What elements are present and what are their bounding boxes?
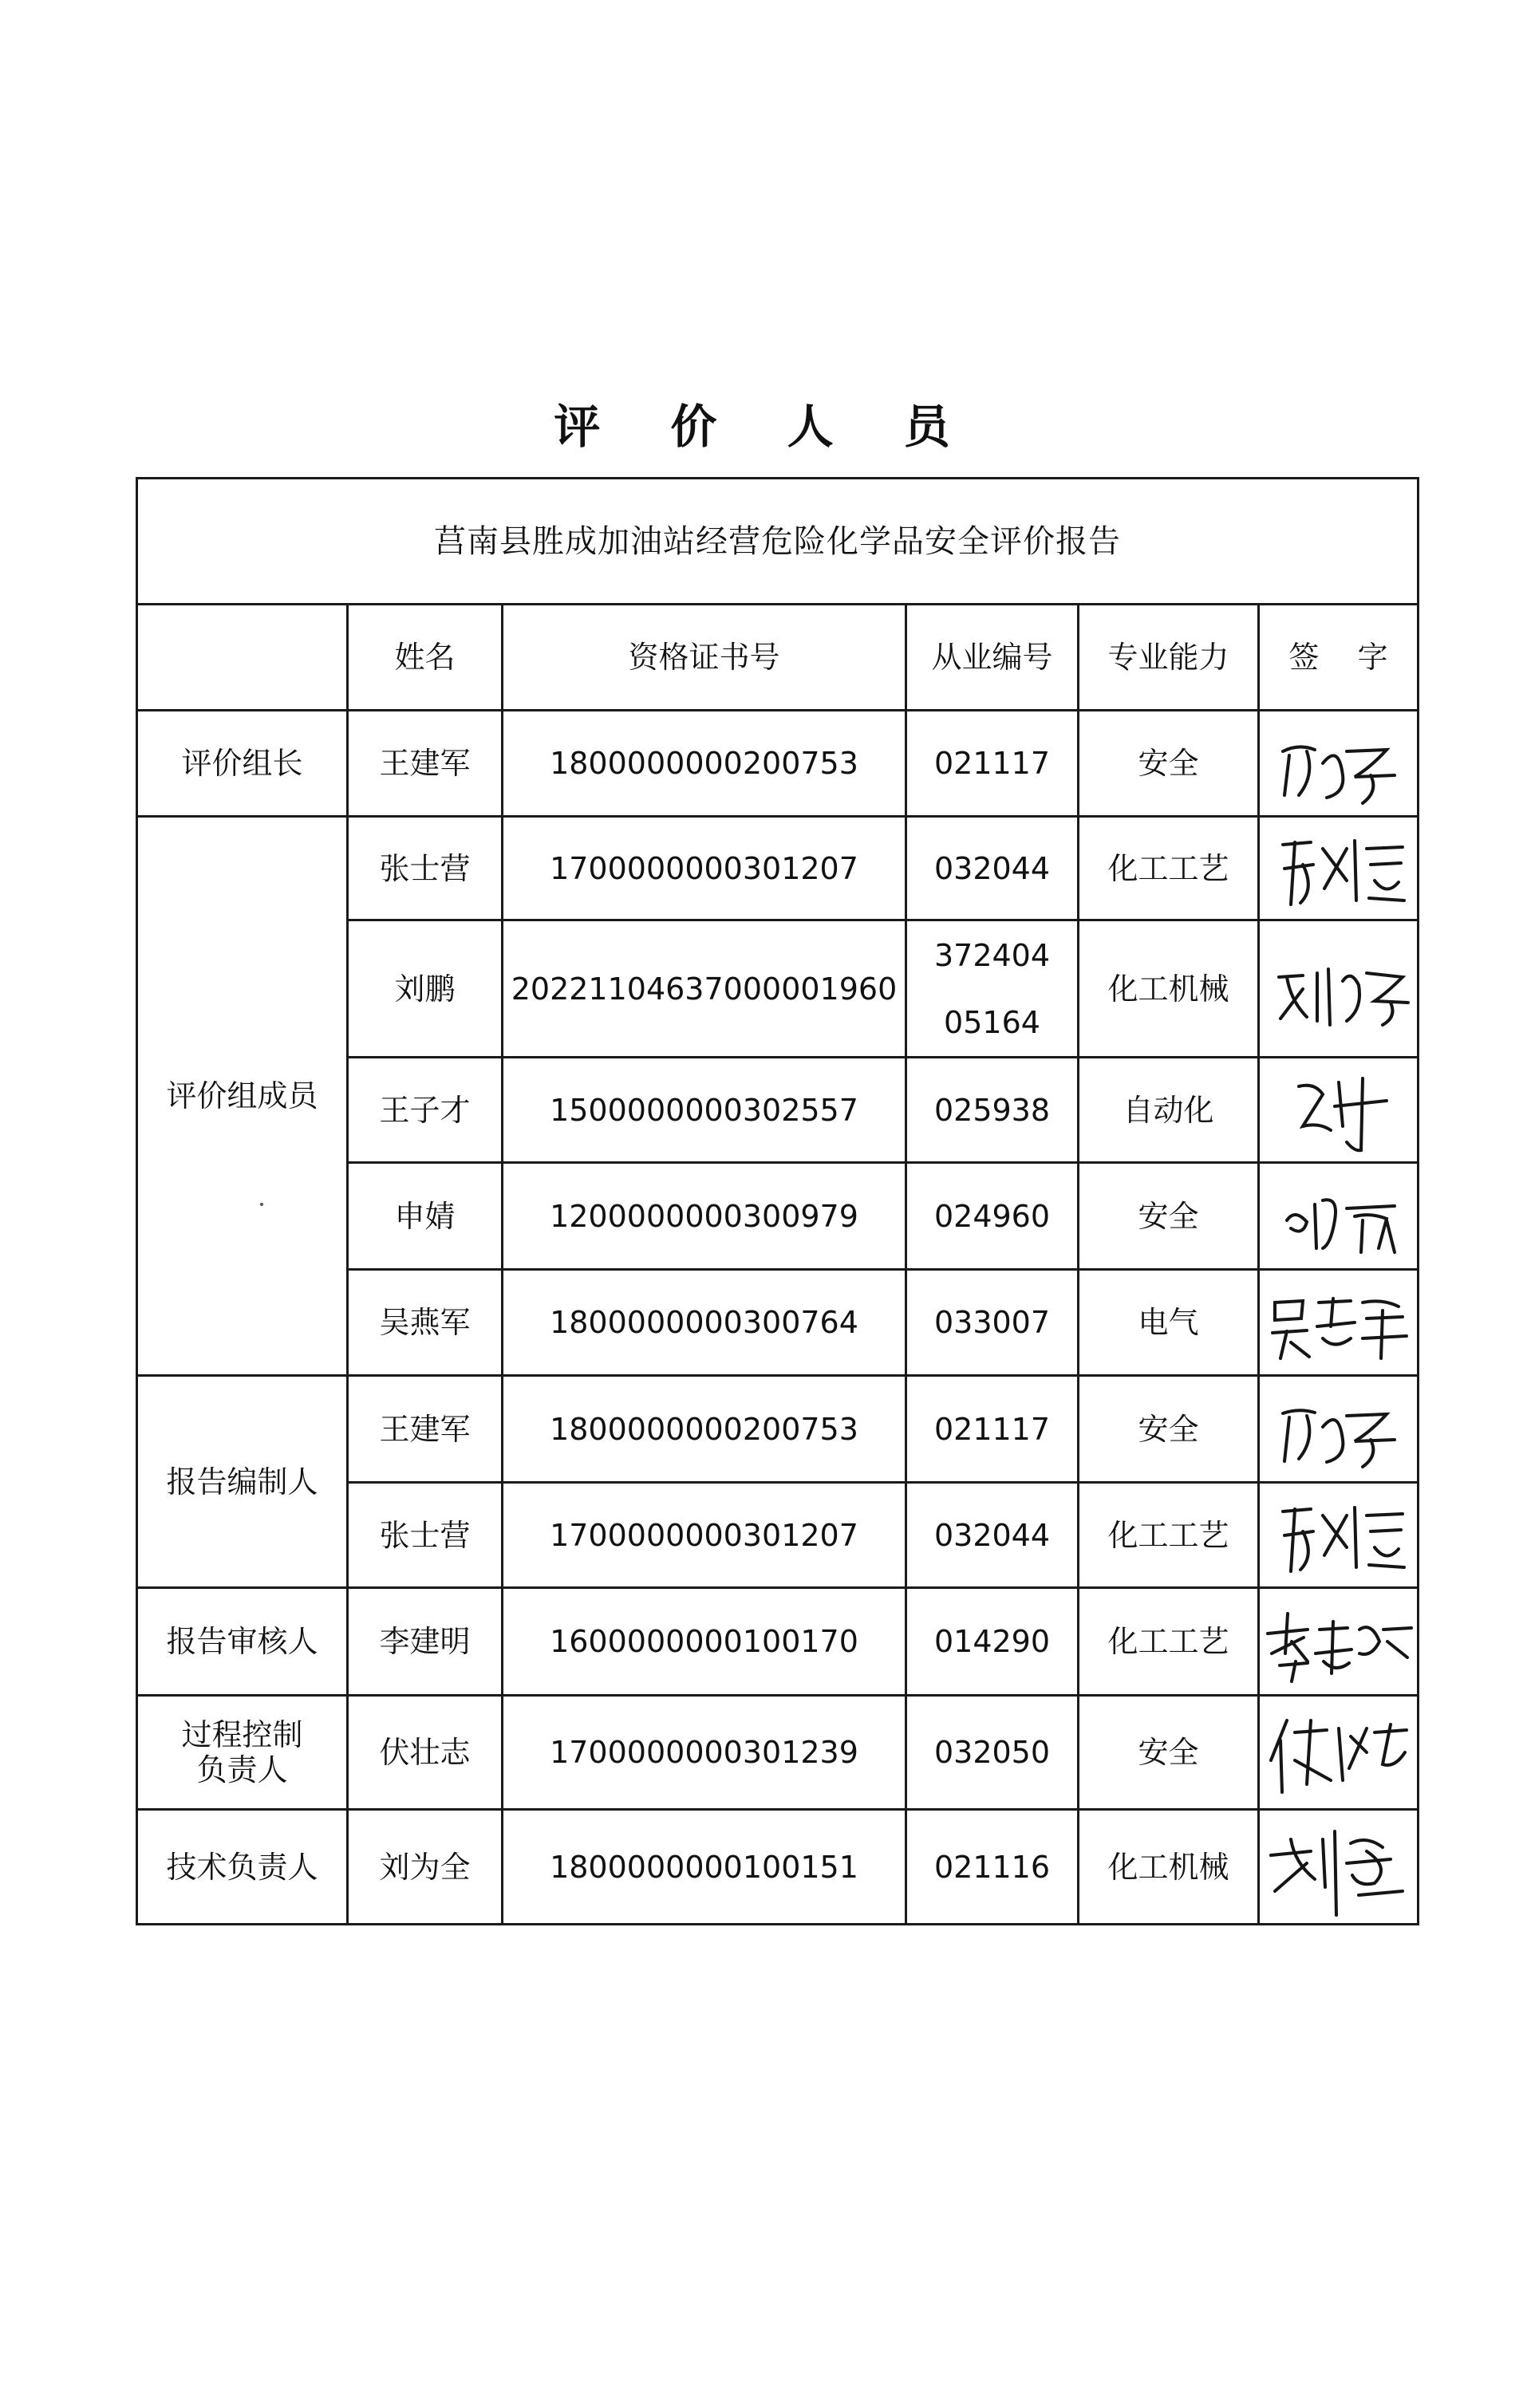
- signature-wu-yanjun: [1259, 1270, 1419, 1376]
- signature-liu-peng: [1259, 920, 1419, 1058]
- emp-cell: 024960: [906, 1163, 1079, 1270]
- emp-cell: 021117: [906, 1376, 1079, 1483]
- cert-cell: 1800000000200753: [503, 1376, 906, 1483]
- signature-li-jianming: [1259, 1588, 1419, 1696]
- cert-cell: 1800000000300764: [503, 1270, 906, 1376]
- role-cell: 评价组长: [137, 711, 348, 817]
- skill-cell: 安全: [1079, 1376, 1259, 1483]
- cert-cell: 1200000000300979: [503, 1163, 906, 1270]
- header-cert: 资格证书号: [503, 605, 906, 711]
- emp-cell: 014290: [906, 1588, 1079, 1696]
- table-row: [137, 1376, 1419, 1483]
- emp-cell: 032044: [906, 817, 1079, 920]
- role-line-1: 过程控制: [181, 1717, 303, 1752]
- signature-graphic: [1260, 1598, 1419, 1685]
- cert-cell: 1800000000100151: [503, 1810, 906, 1925]
- name-cell: 王子才: [348, 1058, 503, 1163]
- emp-cell: 025938: [906, 1058, 1079, 1163]
- cert-cell: 1800000000200753: [503, 711, 906, 817]
- header-name: 姓名: [348, 605, 503, 711]
- signature-fu-zhuangzhi: [1259, 1696, 1419, 1810]
- emp-line-2: 05164: [944, 1004, 1040, 1040]
- skill-cell: 自动化: [1079, 1058, 1259, 1163]
- role-cell: 报告审核人: [137, 1588, 348, 1696]
- header-skill: 专业能力: [1079, 605, 1259, 711]
- emp-cell: [906, 920, 1079, 1058]
- name-cell: 刘为全: [348, 1810, 503, 1925]
- header-row: [137, 605, 1419, 711]
- skill-cell: 化工机械: [1079, 920, 1259, 1058]
- table-row: [137, 1588, 1419, 1696]
- role-line-2: 负责人: [196, 1752, 288, 1787]
- skill-cell: 安全: [1079, 711, 1259, 817]
- emp-cell: 021116: [906, 1810, 1079, 1925]
- skill-cell: 化工工艺: [1079, 1588, 1259, 1696]
- header-role: [137, 605, 348, 711]
- signature-graphic: [1267, 719, 1411, 807]
- signature-wang-jianjun-2: [1259, 1376, 1419, 1483]
- signature-graphic: [1263, 1815, 1415, 1919]
- cert-cell: 1700000000301207: [503, 817, 906, 920]
- header-sign: 签 字: [1259, 605, 1419, 711]
- emp-cell: 021117: [906, 711, 1079, 817]
- skill-cell: 电气: [1079, 1270, 1259, 1376]
- signature-graphic: [1263, 1705, 1415, 1800]
- signature-wang-zicai: [1259, 1058, 1419, 1163]
- name-cell: 李建明: [348, 1588, 503, 1696]
- role-cell: 报告编制人: [137, 1376, 348, 1588]
- cert-cell: 1600000000100170: [503, 1588, 906, 1696]
- table-row: [137, 817, 1419, 920]
- role-cell: 评价组成员: [137, 817, 348, 1376]
- emp-cell: 033007: [906, 1270, 1079, 1376]
- emp-line-1: 372404: [933, 937, 1051, 973]
- signature-graphic: [1267, 1385, 1411, 1473]
- signature-zhang-shiying-2: [1259, 1483, 1419, 1588]
- header-emp: 从业编号: [906, 605, 1079, 711]
- signature-graphic: [1267, 1492, 1411, 1579]
- page-title: 评 价 人 员: [554, 400, 977, 454]
- skill-cell: 化工工艺: [1079, 1483, 1259, 1588]
- name-cell: 刘鹏: [348, 920, 503, 1058]
- signature-graphic: [1267, 1062, 1411, 1158]
- signature-graphic: [1263, 945, 1415, 1033]
- name-cell: 张士营: [348, 817, 503, 920]
- table-row: [137, 1810, 1419, 1925]
- name-cell: 王建军: [348, 1376, 503, 1483]
- emp-cell: 032044: [906, 1483, 1079, 1588]
- signature-graphic: [1263, 1279, 1415, 1366]
- skill-cell: 安全: [1079, 1696, 1259, 1810]
- cert-cell: 20221104637000001960: [503, 920, 906, 1058]
- name-cell: 张士营: [348, 1483, 503, 1588]
- signature-graphic: [1267, 825, 1411, 912]
- signature-shen-jing: [1259, 1163, 1419, 1270]
- table-row: [137, 1696, 1419, 1810]
- name-cell: 王建军: [348, 711, 503, 817]
- skill-cell: 化工机械: [1079, 1810, 1259, 1925]
- name-cell: 吴燕军: [348, 1270, 503, 1376]
- skill-cell: 安全: [1079, 1163, 1259, 1270]
- signature-wang-jianjun: [1259, 711, 1419, 817]
- name-cell: 申婧: [348, 1163, 503, 1270]
- emp-cell: 032050: [906, 1696, 1079, 1810]
- role-cell: [137, 1696, 348, 1810]
- signature-graphic: [1267, 1172, 1411, 1260]
- role-cell: 技术负责人: [137, 1810, 348, 1925]
- scan-speck: [260, 1203, 263, 1206]
- cert-cell: 1700000000301239: [503, 1696, 906, 1810]
- signature-liu-weiquan: [1259, 1810, 1419, 1925]
- cert-cell: 1700000000301207: [503, 1483, 906, 1588]
- personnel-table: [136, 477, 1419, 1925]
- signature-zhang-shiying: [1259, 817, 1419, 920]
- cert-cell: 1500000000302557: [503, 1058, 906, 1163]
- name-cell: 伏壮志: [348, 1696, 503, 1810]
- skill-cell: 化工工艺: [1079, 817, 1259, 920]
- table-row: [137, 711, 1419, 817]
- report-title: 莒南县胜成加油站经营危险化学品安全评价报告: [137, 479, 1419, 605]
